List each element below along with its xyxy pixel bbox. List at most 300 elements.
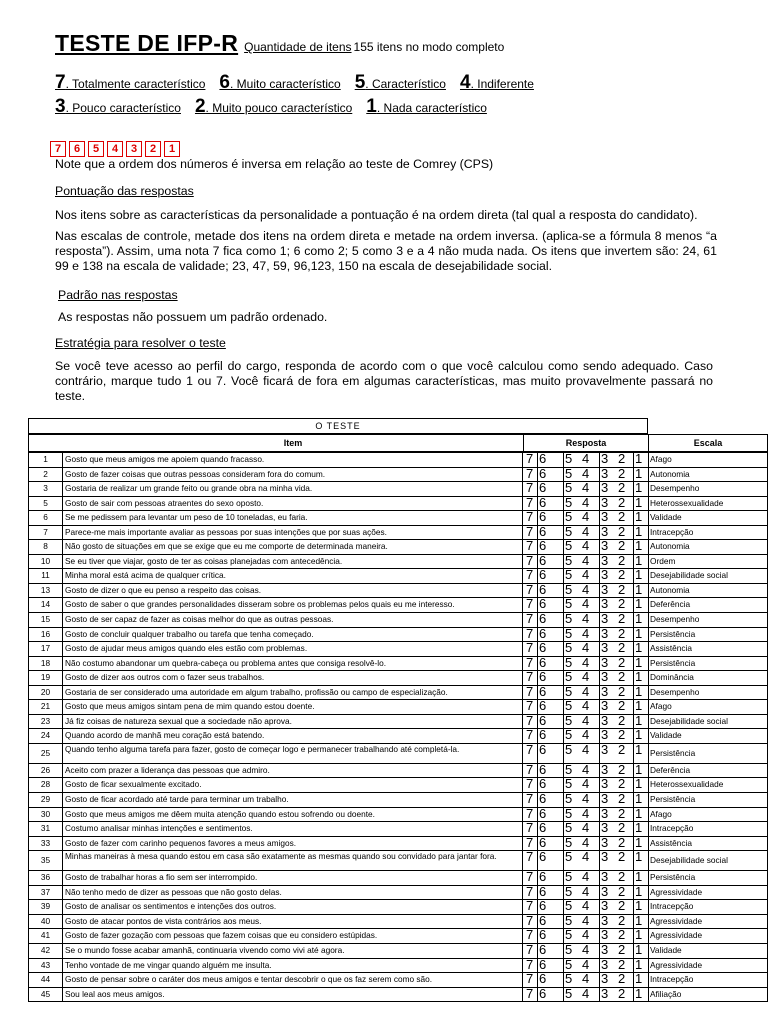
response-option[interactable]: 4 xyxy=(582,596,590,612)
response-option[interactable]: 7 xyxy=(526,669,534,685)
response-option[interactable]: 2 xyxy=(618,869,626,885)
response-option[interactable]: 2 xyxy=(618,523,626,539)
response-option[interactable]: 6 xyxy=(537,700,557,714)
response-option[interactable]: 1 xyxy=(633,526,653,540)
response-option[interactable]: 3 xyxy=(599,944,619,958)
table-row xyxy=(28,985,768,1003)
response-option[interactable]: 7 xyxy=(526,971,534,987)
response-option[interactable]: 7 xyxy=(526,611,534,627)
response-option[interactable]: 4 xyxy=(582,611,590,627)
response-option[interactable]: 2 xyxy=(618,465,626,481)
response-option[interactable]: 7 xyxy=(526,849,534,865)
response-option[interactable]: 4 xyxy=(582,791,590,807)
response-option[interactable]: 2 xyxy=(618,654,626,670)
response-option[interactable]: 2 xyxy=(618,927,626,943)
response-option[interactable]: 7 xyxy=(526,791,534,807)
response-option[interactable]: 5 xyxy=(563,555,583,569)
response-option[interactable]: 4 xyxy=(582,451,590,466)
response-option[interactable]: 6 xyxy=(537,944,557,958)
response-option[interactable]: 6 xyxy=(537,686,557,700)
response-option[interactable]: 7 xyxy=(526,927,534,943)
response-option[interactable]: 4 xyxy=(582,805,590,821)
response-option[interactable]: 7 xyxy=(526,567,534,583)
table-row xyxy=(28,929,768,944)
response-option[interactable]: 3 xyxy=(599,764,619,778)
response-option[interactable]: 4 xyxy=(582,971,590,987)
response-option[interactable]: 5 xyxy=(563,715,583,729)
response-option[interactable]: 3 xyxy=(599,642,619,656)
response-option[interactable]: 1 xyxy=(633,973,653,987)
response-option[interactable]: 6 xyxy=(537,729,557,743)
response-option[interactable]: 1 xyxy=(633,778,653,792)
response-option[interactable]: 2 xyxy=(618,941,626,957)
item-number: 40 xyxy=(29,915,63,929)
response-option[interactable]: 4 xyxy=(582,712,590,728)
response-option[interactable]: 4 xyxy=(582,820,590,836)
response-option[interactable]: 7 xyxy=(526,712,534,728)
table-row xyxy=(28,778,768,793)
response-options xyxy=(523,613,649,627)
response-option[interactable]: 1 xyxy=(633,671,653,685)
response-option[interactable]: 3 xyxy=(599,793,619,807)
response-option[interactable]: 7 xyxy=(526,640,534,656)
response-option[interactable]: 7 xyxy=(526,581,534,597)
response-option[interactable]: 7 xyxy=(526,625,534,641)
response-option[interactable]: 7 xyxy=(526,480,534,496)
scale-box: 2 xyxy=(145,141,161,157)
response-option[interactable]: 5 xyxy=(563,569,583,583)
table-row xyxy=(28,834,768,852)
response-option[interactable]: 5 xyxy=(563,497,583,511)
response-option[interactable]: 3 xyxy=(599,778,619,792)
item-number: 28 xyxy=(29,778,63,792)
response-option[interactable]: 2 xyxy=(618,912,626,928)
response-option[interactable]: 7 xyxy=(526,805,534,821)
response-option[interactable]: 4 xyxy=(582,941,590,957)
response-option[interactable]: 5 xyxy=(563,988,583,1002)
response-option[interactable]: 6 xyxy=(537,584,557,598)
response-option[interactable]: 6 xyxy=(537,482,557,496)
response-option[interactable]: 1 xyxy=(633,900,653,914)
response-option[interactable]: 1 xyxy=(633,871,653,885)
response-option[interactable]: 7 xyxy=(526,985,534,1001)
response-option[interactable]: 3 xyxy=(599,613,619,627)
response-option[interactable]: 5 xyxy=(563,886,583,900)
table-row xyxy=(28,540,768,555)
response-option[interactable]: 6 xyxy=(537,744,557,763)
table-row xyxy=(28,654,768,672)
response-option[interactable]: 2 xyxy=(618,567,626,583)
response-option[interactable]: 2 xyxy=(618,625,626,641)
response-option[interactable]: 3 xyxy=(599,871,619,885)
response-option[interactable]: 3 xyxy=(599,569,619,583)
response-option[interactable]: 3 xyxy=(599,929,619,943)
response-option[interactable]: 2 xyxy=(618,538,626,554)
response-option[interactable]: 6 xyxy=(537,929,557,943)
response-option[interactable]: 1 xyxy=(633,808,653,822)
response-option[interactable]: 6 xyxy=(537,764,557,778)
scale-box: 7 xyxy=(50,141,66,157)
response-option[interactable]: 2 xyxy=(618,669,626,685)
response-option[interactable]: 3 xyxy=(599,988,619,1002)
response-option[interactable]: 3 xyxy=(599,628,619,642)
item-number: 13 xyxy=(29,584,63,598)
response-option[interactable]: 3 xyxy=(599,657,619,671)
response-option[interactable]: 2 xyxy=(618,971,626,987)
response-option[interactable]: 2 xyxy=(618,956,626,972)
response-options xyxy=(523,700,649,714)
table-row xyxy=(28,883,768,901)
response-option[interactable]: 7 xyxy=(526,727,534,743)
response-option[interactable]: 2 xyxy=(618,834,626,850)
response-option[interactable]: 2 xyxy=(618,712,626,728)
response-option[interactable]: 4 xyxy=(582,985,590,1001)
response-option[interactable]: 6 xyxy=(537,973,557,987)
response-option[interactable]: 2 xyxy=(618,805,626,821)
response-option[interactable]: 4 xyxy=(582,849,590,865)
item-number: 8 xyxy=(29,540,63,554)
response-option[interactable]: 7 xyxy=(526,552,534,568)
response-option[interactable]: 7 xyxy=(526,869,534,885)
item-scale: Agressividade xyxy=(650,959,703,970)
response-option[interactable]: 3 xyxy=(599,453,619,467)
response-option[interactable]: 3 xyxy=(599,886,619,900)
response-option[interactable]: 4 xyxy=(582,523,590,539)
response-option[interactable]: 3 xyxy=(599,808,619,822)
response-option[interactable]: 6 xyxy=(537,671,557,685)
response-option[interactable]: 4 xyxy=(582,912,590,928)
response-option[interactable]: 4 xyxy=(582,761,590,777)
response-option[interactable]: 6 xyxy=(537,453,557,467)
strategy-paragraph: Se você teve acesso ao perfil do cargo, responda de acordo com o que você calculou como sendo adequado. Caso contrário, marque tudo 1 ou 7. Você ficará de fora em algumas características, mas muito provavelmente passará no teste. xyxy=(55,359,713,403)
response-option[interactable]: 1 xyxy=(633,700,653,714)
response-option[interactable]: 2 xyxy=(618,596,626,612)
response-option[interactable]: 3 xyxy=(599,715,619,729)
response-option[interactable]: 5 xyxy=(563,671,583,685)
response-option[interactable]: 6 xyxy=(537,988,557,1002)
response-option[interactable]: 6 xyxy=(537,642,557,656)
response-option[interactable]: 1 xyxy=(633,628,653,642)
response-option[interactable]: 5 xyxy=(563,778,583,792)
response-option[interactable]: 1 xyxy=(633,642,653,656)
response-option[interactable]: 6 xyxy=(537,511,557,525)
response-option[interactable]: 1 xyxy=(633,886,653,900)
response-option[interactable]: 2 xyxy=(618,761,626,777)
response-option[interactable]: 2 xyxy=(618,611,626,627)
response-option[interactable]: 3 xyxy=(599,837,619,851)
response-option[interactable]: 3 xyxy=(599,511,619,525)
table-row xyxy=(28,465,768,483)
item-scale: Ordem xyxy=(650,555,676,566)
response-option[interactable]: 3 xyxy=(599,686,619,700)
response-option[interactable]: 6 xyxy=(537,851,557,870)
response-option[interactable]: 5 xyxy=(563,764,583,778)
response-option[interactable]: 6 xyxy=(537,915,557,929)
response-option[interactable]: 3 xyxy=(599,822,619,836)
response-option[interactable]: 7 xyxy=(526,596,534,612)
response-option[interactable]: 7 xyxy=(526,898,534,914)
response-option[interactable]: 1 xyxy=(633,822,653,836)
response-option[interactable]: 5 xyxy=(563,468,583,482)
response-option[interactable]: 1 xyxy=(633,686,653,700)
response-option[interactable]: 5 xyxy=(563,973,583,987)
response-option[interactable]: 5 xyxy=(563,944,583,958)
response-option[interactable]: 4 xyxy=(582,494,590,510)
response-option[interactable]: 4 xyxy=(582,869,590,885)
response-option[interactable]: 1 xyxy=(633,793,653,807)
response-option[interactable]: 1 xyxy=(633,569,653,583)
scale-number: 6 xyxy=(219,72,230,93)
item-number: 42 xyxy=(29,944,63,958)
scale-box: 6 xyxy=(69,141,85,157)
response-option[interactable]: 2 xyxy=(618,727,626,743)
response-option[interactable]: 5 xyxy=(563,642,583,656)
response-option[interactable]: 5 xyxy=(563,540,583,554)
response-option[interactable]: 6 xyxy=(537,613,557,627)
response-option[interactable]: 6 xyxy=(537,822,557,836)
response-option[interactable]: 5 xyxy=(563,482,583,496)
item-number: 31 xyxy=(29,822,63,836)
response-option[interactable]: 6 xyxy=(537,959,557,973)
response-option[interactable]: 4 xyxy=(582,552,590,568)
response-option[interactable]: 1 xyxy=(633,729,653,743)
scale-number: 7 xyxy=(55,72,66,93)
response-option[interactable]: 3 xyxy=(599,598,619,612)
response-option[interactable]: 4 xyxy=(582,834,590,850)
response-option[interactable]: 6 xyxy=(537,540,557,554)
response-option[interactable]: 5 xyxy=(563,628,583,642)
response-option[interactable]: 5 xyxy=(563,744,583,763)
response-option[interactable]: 5 xyxy=(563,837,583,851)
response-option[interactable]: 6 xyxy=(537,900,557,914)
response-option[interactable]: 5 xyxy=(563,598,583,612)
response-option[interactable]: 4 xyxy=(582,640,590,656)
item-text: Gosto de pensar sobre o caráter dos meus amigos e tentar descobrir o que os faz serem como são. xyxy=(63,973,523,987)
response-option[interactable]: 5 xyxy=(563,871,583,885)
response-option[interactable]: 7 xyxy=(526,912,534,928)
response-option[interactable]: 7 xyxy=(526,494,534,510)
response-option[interactable]: 2 xyxy=(618,640,626,656)
response-option[interactable]: 7 xyxy=(526,465,534,481)
response-option[interactable]: 1 xyxy=(633,764,653,778)
response-option[interactable]: 4 xyxy=(582,927,590,943)
response-option[interactable]: 4 xyxy=(582,698,590,714)
response-option[interactable]: 1 xyxy=(633,584,653,598)
item-text: Sou leal aos meus amigos. xyxy=(63,988,523,1002)
response-option[interactable]: 1 xyxy=(633,613,653,627)
response-option[interactable]: 2 xyxy=(618,683,626,699)
response-option[interactable]: 2 xyxy=(618,985,626,1001)
response-option[interactable]: 4 xyxy=(582,741,590,757)
response-option[interactable]: 2 xyxy=(618,898,626,914)
response-option[interactable]: 2 xyxy=(618,883,626,899)
response-option[interactable]: 5 xyxy=(563,900,583,914)
response-option[interactable]: 1 xyxy=(633,744,653,763)
response-option[interactable]: 6 xyxy=(537,715,557,729)
response-option[interactable]: 4 xyxy=(582,538,590,554)
response-option[interactable]: 1 xyxy=(633,657,653,671)
response-option[interactable]: 5 xyxy=(563,657,583,671)
response-option[interactable]: 5 xyxy=(563,453,583,467)
response-option[interactable]: 4 xyxy=(582,509,590,525)
response-option[interactable]: 4 xyxy=(582,625,590,641)
response-option[interactable]: 3 xyxy=(599,744,619,763)
response-option[interactable]: 1 xyxy=(633,915,653,929)
table-row xyxy=(28,482,768,497)
response-option[interactable]: 2 xyxy=(618,820,626,836)
response-option[interactable]: 1 xyxy=(633,598,653,612)
response-option[interactable]: 4 xyxy=(582,727,590,743)
response-option[interactable]: 7 xyxy=(526,523,534,539)
response-option[interactable]: 3 xyxy=(599,671,619,685)
response-option[interactable]: 7 xyxy=(526,956,534,972)
item-number: 15 xyxy=(29,613,63,627)
response-option[interactable]: 7 xyxy=(526,683,534,699)
response-option[interactable]: 2 xyxy=(618,480,626,496)
response-option[interactable]: 1 xyxy=(633,851,653,870)
response-option[interactable]: 7 xyxy=(526,834,534,850)
response-option[interactable]: 3 xyxy=(599,973,619,987)
response-option[interactable]: 3 xyxy=(599,915,619,929)
response-option[interactable]: 1 xyxy=(633,555,653,569)
response-option[interactable]: 3 xyxy=(599,497,619,511)
response-option[interactable]: 3 xyxy=(599,729,619,743)
response-option[interactable]: 1 xyxy=(633,540,653,554)
response-option[interactable]: 7 xyxy=(526,741,534,757)
response-option[interactable]: 3 xyxy=(599,959,619,973)
response-option[interactable]: 7 xyxy=(526,451,534,466)
response-option[interactable]: 3 xyxy=(599,900,619,914)
response-option[interactable]: 7 xyxy=(526,820,534,836)
response-option[interactable]: 5 xyxy=(563,822,583,836)
response-option[interactable]: 7 xyxy=(526,761,534,777)
response-option[interactable]: 6 xyxy=(537,497,557,511)
response-option[interactable]: 7 xyxy=(526,654,534,670)
response-option[interactable]: 3 xyxy=(599,482,619,496)
response-option[interactable]: 2 xyxy=(618,741,626,757)
response-option[interactable]: 3 xyxy=(599,540,619,554)
response-option[interactable]: 6 xyxy=(537,628,557,642)
response-option[interactable]: 5 xyxy=(563,700,583,714)
response-option[interactable]: 1 xyxy=(633,482,653,496)
response-option[interactable]: 4 xyxy=(582,683,590,699)
response-option[interactable]: 5 xyxy=(563,959,583,973)
response-option[interactable]: 4 xyxy=(582,776,590,792)
response-option[interactable]: 7 xyxy=(526,941,534,957)
item-scale: Desempenho xyxy=(650,483,700,494)
response-option[interactable]: 3 xyxy=(599,555,619,569)
response-option[interactable]: 5 xyxy=(563,929,583,943)
response-option[interactable]: 5 xyxy=(563,808,583,822)
response-options xyxy=(523,871,649,885)
response-options xyxy=(523,569,649,583)
response-option[interactable]: 2 xyxy=(618,791,626,807)
table-row xyxy=(28,642,768,657)
response-option[interactable]: 6 xyxy=(537,778,557,792)
scale-label: . Muito característico xyxy=(230,77,341,91)
response-option[interactable]: 3 xyxy=(599,468,619,482)
response-option[interactable]: 4 xyxy=(582,956,590,972)
item-number: 5 xyxy=(29,497,63,511)
response-option[interactable]: 2 xyxy=(618,581,626,597)
item-number: 33 xyxy=(29,837,63,851)
response-option[interactable]: 1 xyxy=(633,497,653,511)
response-option[interactable]: 3 xyxy=(599,584,619,598)
response-option[interactable]: 1 xyxy=(633,837,653,851)
response-option[interactable]: 5 xyxy=(563,793,583,807)
response-option[interactable]: 2 xyxy=(618,509,626,525)
response-option[interactable]: 6 xyxy=(537,871,557,885)
response-option[interactable]: 3 xyxy=(599,700,619,714)
response-option[interactable]: 7 xyxy=(526,538,534,554)
response-option[interactable]: 5 xyxy=(563,584,583,598)
response-option[interactable]: 1 xyxy=(633,715,653,729)
response-option[interactable]: 5 xyxy=(563,613,583,627)
response-option[interactable]: 2 xyxy=(618,552,626,568)
response-option[interactable]: 4 xyxy=(582,567,590,583)
response-option[interactable]: 1 xyxy=(633,929,653,943)
response-option[interactable]: 4 xyxy=(582,654,590,670)
response-option[interactable]: 5 xyxy=(563,686,583,700)
response-option[interactable]: 7 xyxy=(526,776,534,792)
response-option[interactable]: 4 xyxy=(582,465,590,481)
response-option[interactable]: 2 xyxy=(618,451,626,466)
response-option[interactable]: 2 xyxy=(618,776,626,792)
response-option[interactable]: 6 xyxy=(537,526,557,540)
response-option[interactable]: 1 xyxy=(633,511,653,525)
response-option[interactable]: 5 xyxy=(563,729,583,743)
response-option[interactable]: 6 xyxy=(537,569,557,583)
response-option[interactable]: 1 xyxy=(633,944,653,958)
response-option[interactable]: 3 xyxy=(599,526,619,540)
item-text: Parece-me mais importante avaliar as pessoas por suas intenções que por suas ações. xyxy=(63,526,523,540)
item-text: Gosto de fazer com carinho pequenos favores a meus amigos. xyxy=(63,837,523,851)
response-option[interactable]: 7 xyxy=(526,883,534,899)
response-option[interactable]: 6 xyxy=(537,555,557,569)
response-option[interactable]: 4 xyxy=(582,669,590,685)
response-option[interactable]: 5 xyxy=(563,915,583,929)
response-option[interactable]: 2 xyxy=(618,849,626,865)
response-option[interactable]: 6 xyxy=(537,657,557,671)
response-option[interactable]: 6 xyxy=(537,468,557,482)
response-option[interactable]: 1 xyxy=(633,453,653,467)
response-option[interactable]: 3 xyxy=(599,851,619,870)
response-option[interactable]: 1 xyxy=(633,988,653,1002)
response-option[interactable]: 6 xyxy=(537,837,557,851)
response-option[interactable]: 2 xyxy=(618,494,626,510)
response-option[interactable]: 7 xyxy=(526,698,534,714)
response-option[interactable]: 4 xyxy=(582,883,590,899)
response-option[interactable]: 1 xyxy=(633,959,653,973)
response-option[interactable]: 6 xyxy=(537,793,557,807)
response-option[interactable]: 1 xyxy=(633,468,653,482)
response-option[interactable]: 5 xyxy=(563,511,583,525)
response-option[interactable]: 4 xyxy=(582,898,590,914)
response-option[interactable]: 6 xyxy=(537,886,557,900)
response-option[interactable]: 7 xyxy=(526,509,534,525)
response-option[interactable]: 6 xyxy=(537,808,557,822)
response-option[interactable]: 5 xyxy=(563,851,583,870)
item-scale: Intracepção xyxy=(650,823,694,834)
response-option[interactable]: 4 xyxy=(582,581,590,597)
response-option[interactable]: 6 xyxy=(537,598,557,612)
response-options xyxy=(523,985,649,1002)
response-option[interactable]: 5 xyxy=(563,526,583,540)
response-option[interactable]: 2 xyxy=(618,698,626,714)
item-scale: Desejabilidade social xyxy=(650,570,728,581)
item-text: Se o mundo fosse acabar amanhã, continuaria vivendo como vivi até agora. xyxy=(63,944,523,958)
response-option[interactable]: 4 xyxy=(582,480,590,496)
